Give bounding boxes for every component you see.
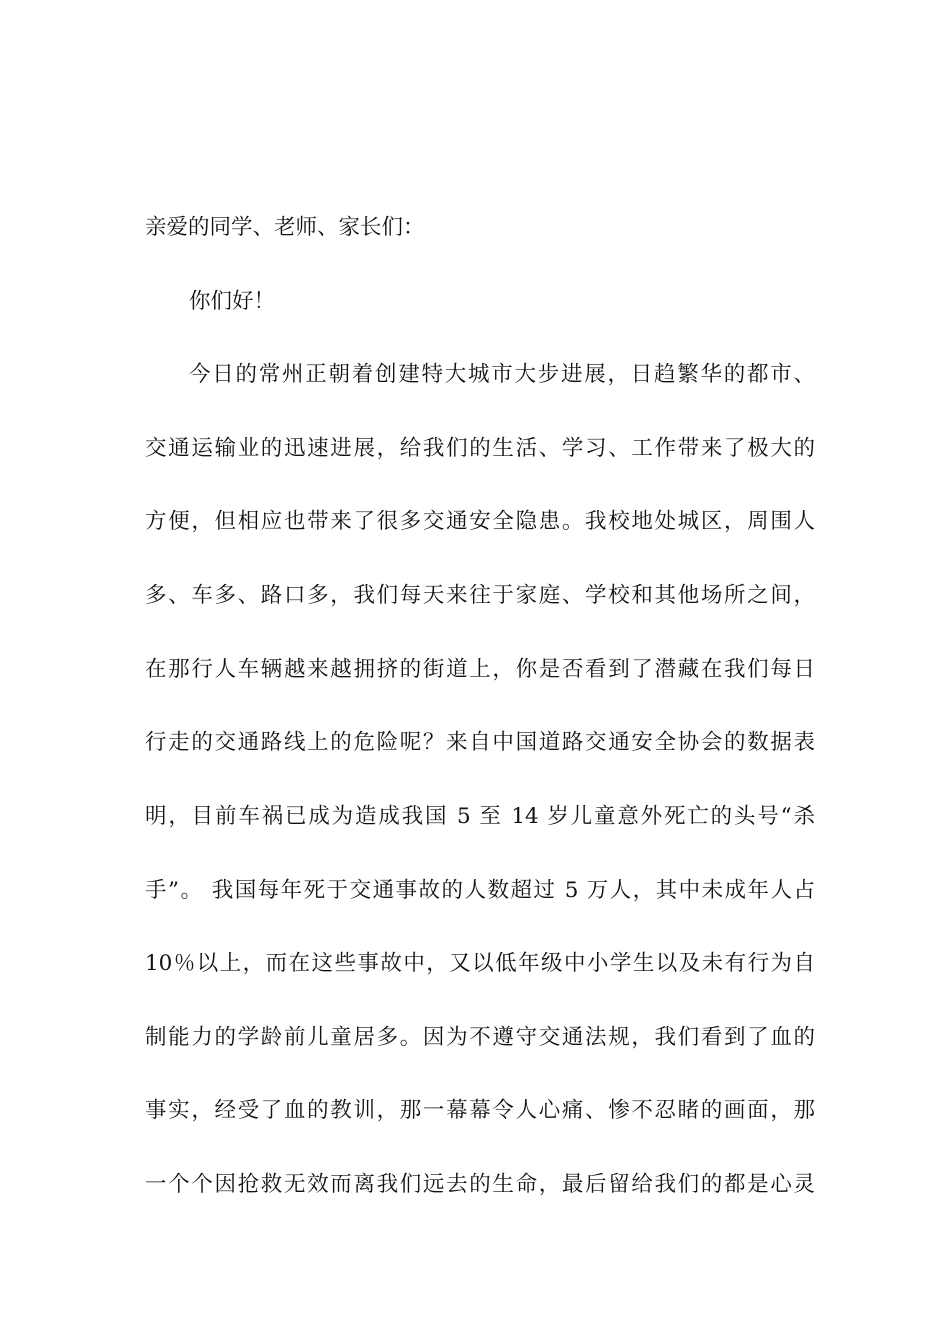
- greeting-line: 你们好！: [189, 289, 276, 314]
- paragraph-line: 今日的常州正朝着创建特大城市大步进展，日趋繁华的都市、: [189, 362, 815, 387]
- paragraph-line: 明，目前车祸已成为造成我国 5 至 14 岁儿童意外死亡的头号“杀: [145, 804, 815, 829]
- salutation-line: 亲爱的同学、老师、家长们：: [145, 215, 425, 240]
- paragraph-line: 事实，经受了血的教训，那一幕幕令人心痛、惨不忍睹的画面，那: [145, 1098, 815, 1123]
- paragraph-line: 多、车多、路口多，我们每天来往于家庭、学校和其他场所之间，: [145, 583, 815, 608]
- paragraph-line: 交通运输业的迅速进展，给我们的生活、学习、工作带来了极大的: [145, 436, 815, 461]
- paragraph-line: 在那行人车辆越来越拥挤的街道上，你是否看到了潜藏在我们每日: [145, 657, 815, 682]
- paragraph-line: 10％以上，而在这些事故中，又以低年级中小学生以及未有行为自: [145, 951, 815, 976]
- paragraph-line: 一个个因抢救无效而离我们远去的生命，最后留给我们的都是心灵: [145, 1172, 815, 1197]
- paragraph-line: 行走的交通路线上的危险呢？来自中国道路交通安全协会的数据表: [145, 730, 815, 755]
- paragraph-line: 方便，但相应也带来了很多交通安全隐患。我校地处城区，周围人: [145, 509, 815, 534]
- paragraph-line: 制能力的学龄前儿童居多。因为不遵守交通法规，我们看到了血的: [145, 1025, 815, 1050]
- paragraph-line: 手”。 我国每年死于交通事故的人数超过 5 万人，其中未成年人占: [145, 878, 815, 903]
